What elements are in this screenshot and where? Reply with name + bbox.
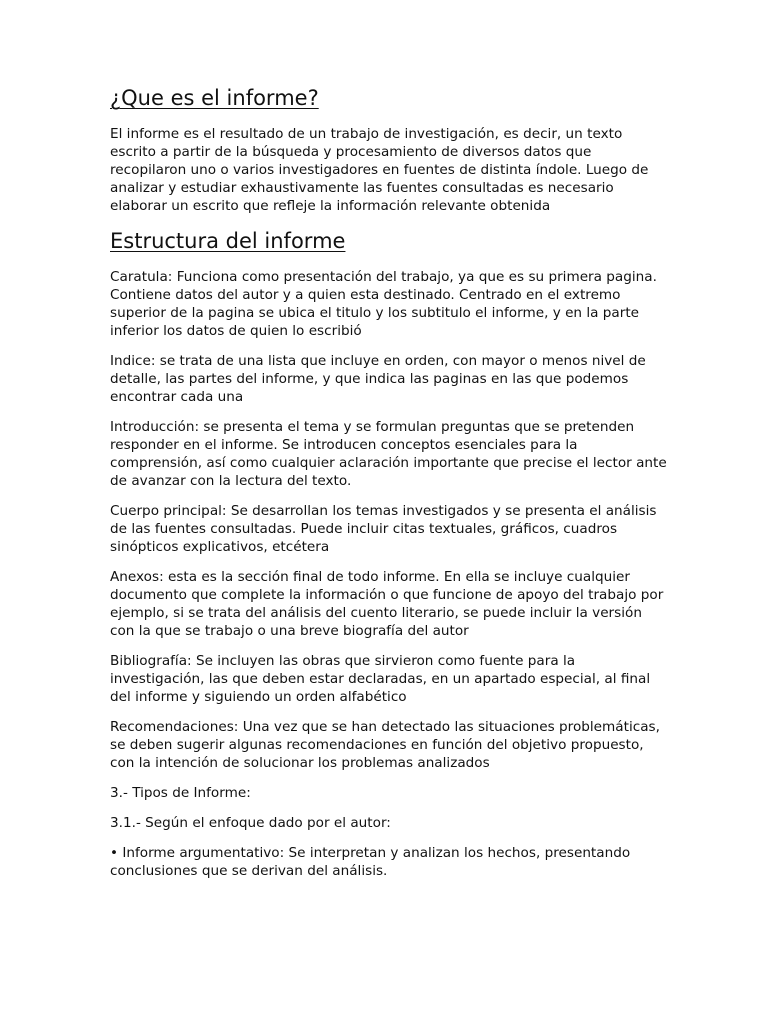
paragraph-anexos: Anexos: esta es la sección final de todo informe. En ella se incluye cualquier documento que complete la información o que funcione de apoyo del trabajo por ejemplo, si se trata del análisis del cuento literario, se puede incluir la versión con la que se trabajo o una breve biografía del autor [110,569,664,639]
paragraph-indice: Indice: se trata de una lista que incluye en orden, con mayor o menos nivel de detalle, las partes del informe, y que indica las paginas en las que podemos encontrar cada una [110,353,646,405]
paragraph-tipos-de-informe: 3.- Tipos de Informe: [110,785,251,801]
paragraph-recomendaciones: Recomendaciones: Una vez que se han detectado las situaciones problemáticas, se deben sugerir algunas recomendaciones en función del objetivo propuesto, con la intención de solucionar los problemas analizados [110,719,660,771]
intro-paragraph: El informe es el resultado de un trabajo de investigación, es decir, un texto escrito a partir de la búsqueda y procesamiento de diversos datos que recopilaron uno o varios investigadores en fuentes de distinta índole. Luego de analizar y estudiar exhaustivamente las fuentes consultadas es necesario elaborar un escrito que refleje la información relevante obtenida [110,126,649,214]
paragraph-informe-argumentativo: • Informe argumentativo: Se interpretan y analizan los hechos, presentando conclusiones que se derivan del análisis. [110,845,631,879]
paragraph-cuerpo-principal: Cuerpo principal: Se desarrollan los temas investigados y se presenta el análisis de las fuentes consultadas. Puede incluir citas textuales, gráficos, cuadros sinópticos explicativos, etcétera [110,503,657,555]
paragraph-introduccion: Introducción: se presenta el tema y se formulan preguntas que se pretenden responder en el informe. Se introducen conceptos esenciales para la comprensión, así como cualquier aclaración importante que precise el lector ante de avanzar con la lectura del texto. [110,419,667,489]
heading-estructura-del-informe: Estructura del informe [110,229,346,253]
document-page [110,84,670,892]
paragraph-bibliografia: Bibliografía: Se incluyen las obras que sirvieron como fuente para la investigación, las que deben estar declaradas, en un apartado especial, al final del informe y siguiendo un orden alfabético [110,653,651,705]
paragraph-segun-el-enfoque: 3.1.- Según el enfoque dado por el autor: [110,815,391,831]
paragraph-caratula: Caratula: Funciona como presentación del trabajo, ya que es su primera pagina. Contiene datos del autor y a quien esta destinado. Centrado en el extremo superior de la pagina se ubica el titulo y los subtitulo el informe, y en la parte inferior los datos de quien lo escribió [110,269,657,339]
heading-que-es-el-informe: ¿Que es el informe? [110,86,319,110]
